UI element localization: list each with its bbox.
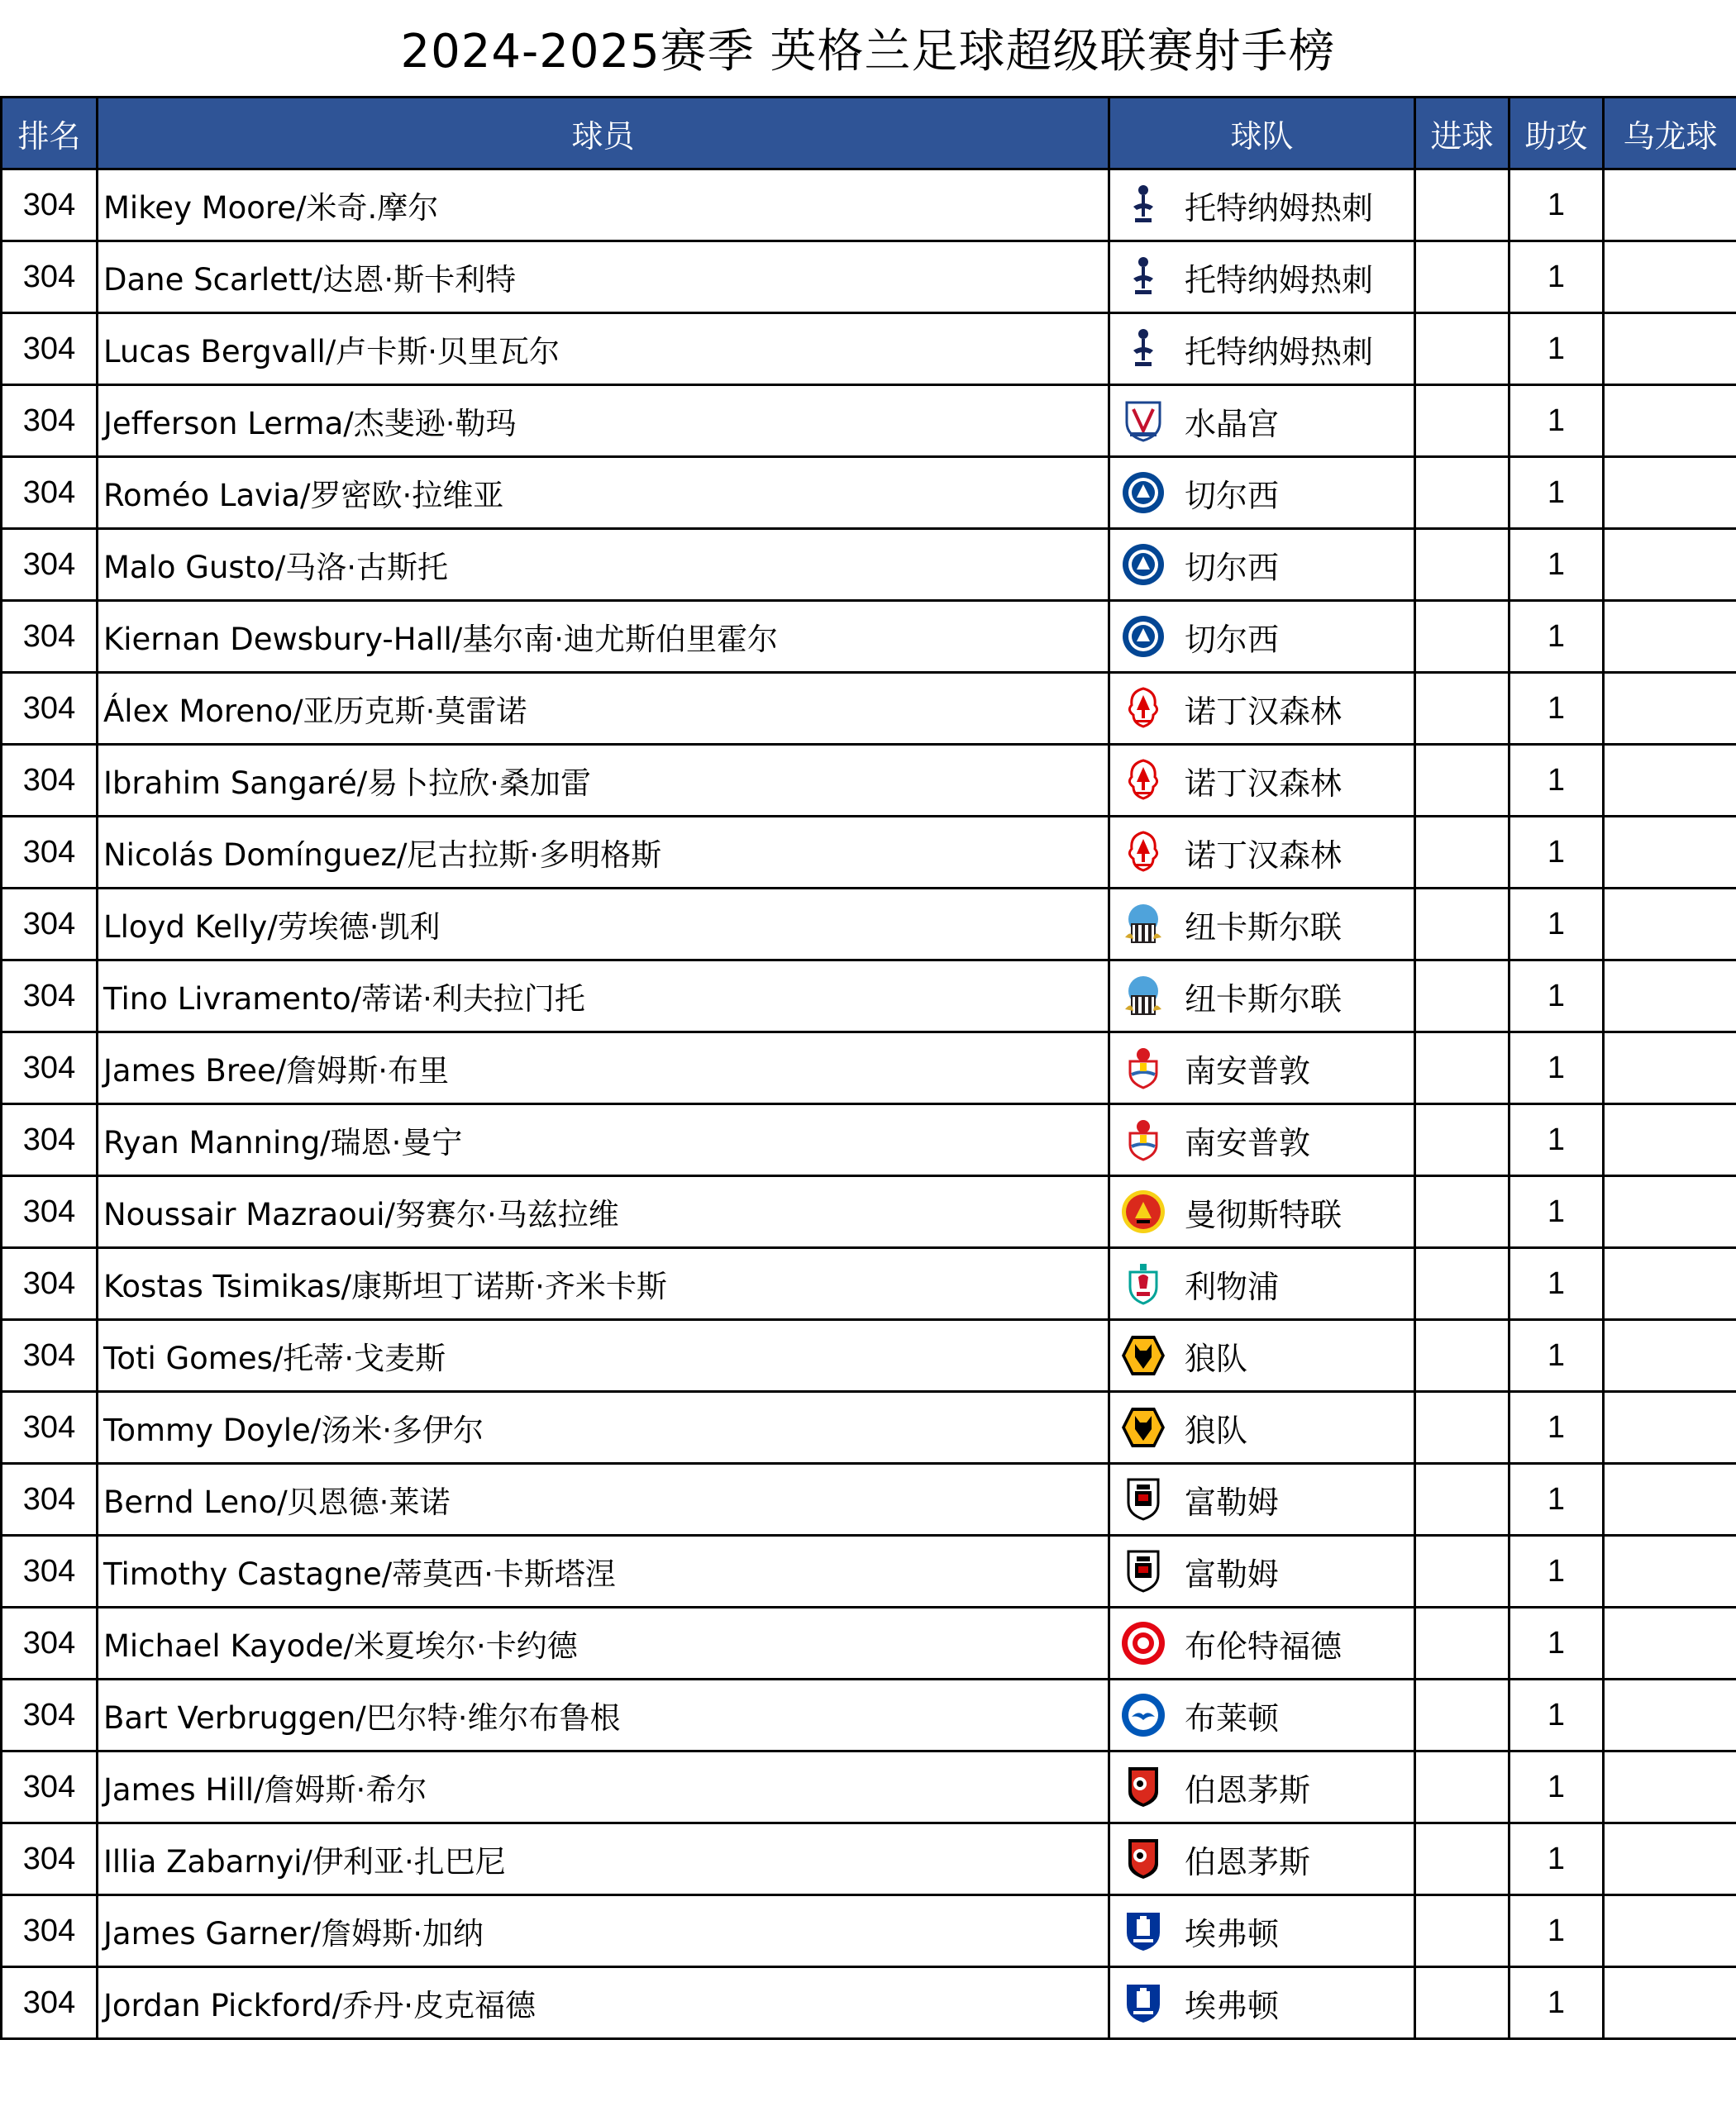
team-cell [1109, 169, 1415, 241]
own-goals-cell [1604, 601, 1736, 673]
assists-cell: 1 [1509, 1104, 1604, 1176]
own-goals-cell [1604, 745, 1736, 817]
own-goals-cell [1604, 1536, 1736, 1608]
column-header-player[interactable]: 球员 [98, 98, 1109, 169]
team-cell [1109, 1536, 1415, 1608]
fulham-icon [1118, 1475, 1168, 1524]
team-name: 曼彻斯特联 [1185, 1196, 1343, 1233]
column-header-goals[interactable]: 进球 [1415, 98, 1509, 169]
team-cell [1109, 313, 1415, 385]
goals-cell [1415, 1823, 1509, 1895]
assists-cell: 1 [1509, 385, 1604, 457]
team-cell [1109, 1464, 1415, 1536]
table-row [2, 1967, 1736, 2039]
table-row [2, 385, 1736, 457]
team-name: 切尔西 [1185, 549, 1280, 586]
nottingham-forest-icon [1118, 827, 1168, 877]
own-goals-cell [1604, 1967, 1736, 2039]
team-name: 布莱顿 [1185, 1699, 1280, 1737]
rank-cell: 304 [2, 529, 98, 601]
goals-cell [1415, 817, 1509, 889]
own-goals-cell [1604, 817, 1736, 889]
assists-cell: 1 [1509, 457, 1604, 529]
chelsea-icon [1118, 612, 1168, 661]
scorers-table [0, 96, 1736, 2040]
crystal-palace-icon [1118, 396, 1168, 446]
table-row [2, 313, 1736, 385]
team-name: 伯恩茅斯 [1185, 1843, 1311, 1880]
rank-cell: 304 [2, 241, 98, 313]
team-name: 南安普敦 [1185, 1124, 1311, 1161]
assists-cell: 1 [1509, 673, 1604, 745]
rank-cell: 304 [2, 457, 98, 529]
table-row [2, 1823, 1736, 1895]
team-cell [1109, 1608, 1415, 1680]
team-name: 狼队 [1185, 1340, 1248, 1377]
rank-cell: 304 [2, 313, 98, 385]
table-row [2, 1895, 1736, 1967]
page-title: 2024-2025赛季 英格兰足球超级联赛射手榜 [400, 25, 1336, 79]
assists-cell: 1 [1509, 313, 1604, 385]
goals-cell [1415, 1032, 1509, 1104]
table-header-row [2, 98, 1736, 169]
goals-cell [1415, 889, 1509, 960]
player-name-cell: Jordan Pickford/乔丹·皮克福德 [98, 1967, 1109, 2039]
player-name-cell: Jefferson Lerma/杰斐逊·勒玛 [98, 385, 1109, 457]
table-row [2, 1392, 1736, 1464]
man-united-icon [1118, 1187, 1168, 1237]
player-name-cell: Michael Kayode/米夏埃尔·卡约德 [98, 1608, 1109, 1680]
goals-cell [1415, 601, 1509, 673]
goals-cell [1415, 1967, 1509, 2039]
player-name-cell: Ryan Manning/瑞恩·曼宁 [98, 1104, 1109, 1176]
team-name: 纽卡斯尔联 [1185, 980, 1343, 1017]
goals-cell [1415, 1608, 1509, 1680]
team-name: 托特纳姆热刺 [1185, 189, 1374, 226]
assists-cell: 1 [1509, 1680, 1604, 1751]
rank-cell: 304 [2, 601, 98, 673]
goals-cell [1415, 1680, 1509, 1751]
southampton-icon [1118, 1115, 1168, 1165]
team-name: 狼队 [1185, 1412, 1248, 1449]
assists-cell: 1 [1509, 1536, 1604, 1608]
assists-cell: 1 [1509, 1392, 1604, 1464]
everton-icon [1118, 1978, 1168, 2028]
column-header-assists[interactable]: 助攻 [1509, 98, 1604, 169]
own-goals-cell [1604, 1320, 1736, 1392]
team-cell [1109, 817, 1415, 889]
table-row [2, 1464, 1736, 1536]
assists-cell: 1 [1509, 1248, 1604, 1320]
team-cell [1109, 1392, 1415, 1464]
rank-cell: 304 [2, 1176, 98, 1248]
assists-cell: 1 [1509, 601, 1604, 673]
rank-cell: 304 [2, 1751, 98, 1823]
everton-icon [1118, 1906, 1168, 1956]
own-goals-cell [1604, 960, 1736, 1032]
player-name-cell: Tino Livramento/蒂诺·利夫拉门托 [98, 960, 1109, 1032]
own-goals-cell [1604, 1032, 1736, 1104]
assists-cell: 1 [1509, 169, 1604, 241]
team-name: 南安普敦 [1185, 1052, 1311, 1089]
own-goals-cell [1604, 1608, 1736, 1680]
own-goals-cell [1604, 889, 1736, 960]
player-name-cell: James Hill/詹姆斯·希尔 [98, 1751, 1109, 1823]
nottingham-forest-icon [1118, 684, 1168, 733]
brentford-icon [1118, 1618, 1168, 1668]
table-row [2, 745, 1736, 817]
table-row [2, 457, 1736, 529]
player-name-cell: Bernd Leno/贝恩德·莱诺 [98, 1464, 1109, 1536]
rank-cell: 304 [2, 889, 98, 960]
table-row [2, 1248, 1736, 1320]
team-name: 布伦特福德 [1185, 1628, 1343, 1665]
player-name-cell: Ibrahim Sangaré/易卜拉欣·桑加雷 [98, 745, 1109, 817]
own-goals-cell [1604, 1392, 1736, 1464]
rank-cell: 304 [2, 1320, 98, 1392]
team-name: 纽卡斯尔联 [1185, 908, 1343, 946]
newcastle-icon [1118, 899, 1168, 949]
tottenham-icon [1118, 180, 1168, 230]
team-cell [1109, 1248, 1415, 1320]
team-cell [1109, 457, 1415, 529]
own-goals-cell [1604, 457, 1736, 529]
brighton-icon [1118, 1690, 1168, 1740]
team-name: 富勒姆 [1185, 1556, 1280, 1593]
assists-cell: 1 [1509, 1895, 1604, 1967]
assists-cell: 1 [1509, 1320, 1604, 1392]
assists-cell: 1 [1509, 1464, 1604, 1536]
player-name-cell: Kiernan Dewsbury-Hall/基尔南·迪尤斯伯里霍尔 [98, 601, 1109, 673]
goals-cell [1415, 1176, 1509, 1248]
table-row [2, 1032, 1736, 1104]
fulham-icon [1118, 1546, 1168, 1596]
goals-cell [1415, 1751, 1509, 1823]
rank-cell: 304 [2, 673, 98, 745]
chelsea-icon [1118, 468, 1168, 517]
team-cell [1109, 960, 1415, 1032]
player-name-cell: Roméo Lavia/罗密欧·拉维亚 [98, 457, 1109, 529]
player-name-cell: Bart Verbruggen/巴尔特·维尔布鲁根 [98, 1680, 1109, 1751]
team-name: 埃弗顿 [1185, 1915, 1280, 1952]
table-row [2, 169, 1736, 241]
newcastle-icon [1118, 971, 1168, 1021]
rank-cell: 304 [2, 1032, 98, 1104]
team-cell [1109, 1032, 1415, 1104]
team-name: 切尔西 [1185, 477, 1280, 514]
assists-cell: 1 [1509, 241, 1604, 313]
team-name: 切尔西 [1185, 621, 1280, 658]
rank-cell: 304 [2, 1104, 98, 1176]
rank-cell: 304 [2, 1536, 98, 1608]
player-name-cell: Kostas Tsimikas/康斯坦丁诺斯·齐米卡斯 [98, 1248, 1109, 1320]
team-cell [1109, 1895, 1415, 1967]
rank-cell: 304 [2, 1464, 98, 1536]
own-goals-cell [1604, 241, 1736, 313]
own-goals-cell [1604, 1895, 1736, 1967]
goals-cell [1415, 1320, 1509, 1392]
assists-cell: 1 [1509, 817, 1604, 889]
player-name-cell: Tommy Doyle/汤米·多伊尔 [98, 1392, 1109, 1464]
team-cell [1109, 889, 1415, 960]
assists-cell: 1 [1509, 960, 1604, 1032]
goals-cell [1415, 1104, 1509, 1176]
assists-cell: 1 [1509, 1032, 1604, 1104]
team-name: 托特纳姆热刺 [1185, 333, 1374, 370]
goals-cell [1415, 457, 1509, 529]
team-cell [1109, 1967, 1415, 2039]
goals-cell [1415, 1464, 1509, 1536]
team-cell [1109, 1680, 1415, 1751]
table-row [2, 1608, 1736, 1680]
player-name-cell: Álex Moreno/亚历克斯·莫雷诺 [98, 673, 1109, 745]
tottenham-icon [1118, 324, 1168, 374]
player-name-cell: Dane Scarlett/达恩·斯卡利特 [98, 241, 1109, 313]
assists-cell: 1 [1509, 1176, 1604, 1248]
goals-cell [1415, 169, 1509, 241]
goals-cell [1415, 529, 1509, 601]
player-name-cell: James Bree/詹姆斯·布里 [98, 1032, 1109, 1104]
rank-cell: 304 [2, 1392, 98, 1464]
player-name-cell: Lloyd Kelly/劳埃德·凯利 [98, 889, 1109, 960]
table-row [2, 960, 1736, 1032]
rank-cell: 304 [2, 385, 98, 457]
team-cell [1109, 1320, 1415, 1392]
own-goals-cell [1604, 169, 1736, 241]
goals-cell [1415, 313, 1509, 385]
own-goals-cell [1604, 313, 1736, 385]
table-row [2, 889, 1736, 960]
liverpool-icon [1118, 1259, 1168, 1308]
team-cell [1109, 1176, 1415, 1248]
rank-cell: 304 [2, 1823, 98, 1895]
rank-cell: 304 [2, 817, 98, 889]
assists-cell: 1 [1509, 1608, 1604, 1680]
player-name-cell: Timothy Castagne/蒂莫西·卡斯塔涅 [98, 1536, 1109, 1608]
table-row [2, 241, 1736, 313]
table-row [2, 1104, 1736, 1176]
table-row [2, 673, 1736, 745]
team-name: 伯恩茅斯 [1185, 1771, 1311, 1809]
table-row [2, 1536, 1736, 1608]
player-name-cell: Noussair Mazraoui/努赛尔·马兹拉维 [98, 1176, 1109, 1248]
rank-cell: 304 [2, 745, 98, 817]
team-name: 水晶宫 [1185, 405, 1280, 442]
tottenham-icon [1118, 252, 1168, 302]
goals-cell [1415, 1248, 1509, 1320]
team-name: 诺丁汉森林 [1185, 765, 1343, 802]
rank-cell: 304 [2, 1895, 98, 1967]
rank-cell: 304 [2, 1680, 98, 1751]
table-row [2, 1680, 1736, 1751]
wolves-icon [1118, 1331, 1168, 1380]
team-cell [1109, 1823, 1415, 1895]
assists-cell: 1 [1509, 1751, 1604, 1823]
bournemouth-icon [1118, 1834, 1168, 1884]
rank-cell: 304 [2, 960, 98, 1032]
goals-cell [1415, 1392, 1509, 1464]
own-goals-cell [1604, 385, 1736, 457]
table-row [2, 1176, 1736, 1248]
team-name: 诺丁汉森林 [1185, 693, 1343, 730]
team-cell [1109, 529, 1415, 601]
team-name: 埃弗顿 [1185, 1987, 1280, 2024]
table-row [2, 817, 1736, 889]
own-goals-cell [1604, 1680, 1736, 1751]
rank-cell: 304 [2, 1608, 98, 1680]
goals-cell [1415, 673, 1509, 745]
assists-cell: 1 [1509, 745, 1604, 817]
team-cell [1109, 1751, 1415, 1823]
team-cell [1109, 673, 1415, 745]
team-cell [1109, 745, 1415, 817]
column-header-rank[interactable]: 排名 [2, 98, 98, 169]
column-header-team[interactable]: 球队 [1109, 98, 1415, 169]
player-name-cell: Malo Gusto/马洛·古斯托 [98, 529, 1109, 601]
own-goals-cell [1604, 1823, 1736, 1895]
own-goals-cell [1604, 1176, 1736, 1248]
rank-cell: 304 [2, 1248, 98, 1320]
goals-cell [1415, 960, 1509, 1032]
goals-cell [1415, 241, 1509, 313]
team-cell [1109, 385, 1415, 457]
own-goals-cell [1604, 673, 1736, 745]
team-cell [1109, 1104, 1415, 1176]
assists-cell: 1 [1509, 1823, 1604, 1895]
assists-cell: 1 [1509, 529, 1604, 601]
nottingham-forest-icon [1118, 755, 1168, 805]
player-name-cell: Lucas Bergvall/卢卡斯·贝里瓦尔 [98, 313, 1109, 385]
team-cell [1109, 241, 1415, 313]
team-name: 富勒姆 [1185, 1484, 1280, 1521]
player-name-cell: Mikey Moore/米奇.摩尔 [98, 169, 1109, 241]
southampton-icon [1118, 1043, 1168, 1093]
own-goals-cell [1604, 1104, 1736, 1176]
goals-cell [1415, 745, 1509, 817]
own-goals-cell [1604, 1464, 1736, 1536]
own-goals-cell [1604, 1248, 1736, 1320]
team-name: 诺丁汉森林 [1185, 836, 1343, 874]
team-cell [1109, 601, 1415, 673]
table-row [2, 1320, 1736, 1392]
goals-cell [1415, 1536, 1509, 1608]
assists-cell: 1 [1509, 1967, 1604, 2039]
bournemouth-icon [1118, 1762, 1168, 1812]
player-name-cell: Toti Gomes/托蒂·戈麦斯 [98, 1320, 1109, 1392]
table-row [2, 601, 1736, 673]
team-name: 利物浦 [1185, 1268, 1280, 1305]
column-header-own-goals[interactable]: 乌龙球 [1604, 98, 1736, 169]
goals-cell [1415, 385, 1509, 457]
player-name-cell: Nicolás Domínguez/尼古拉斯·多明格斯 [98, 817, 1109, 889]
goals-cell [1415, 1895, 1509, 1967]
player-name-cell: Illia Zabarnyi/伊利亚·扎巴尼 [98, 1823, 1109, 1895]
own-goals-cell [1604, 1751, 1736, 1823]
rank-cell: 304 [2, 1967, 98, 2039]
chelsea-icon [1118, 540, 1168, 589]
assists-cell: 1 [1509, 889, 1604, 960]
rank-cell: 304 [2, 169, 98, 241]
table-row [2, 1751, 1736, 1823]
player-name-cell: James Garner/詹姆斯·加纳 [98, 1895, 1109, 1967]
wolves-icon [1118, 1403, 1168, 1452]
own-goals-cell [1604, 529, 1736, 601]
team-name: 托特纳姆热刺 [1185, 261, 1374, 298]
table-row [2, 529, 1736, 601]
